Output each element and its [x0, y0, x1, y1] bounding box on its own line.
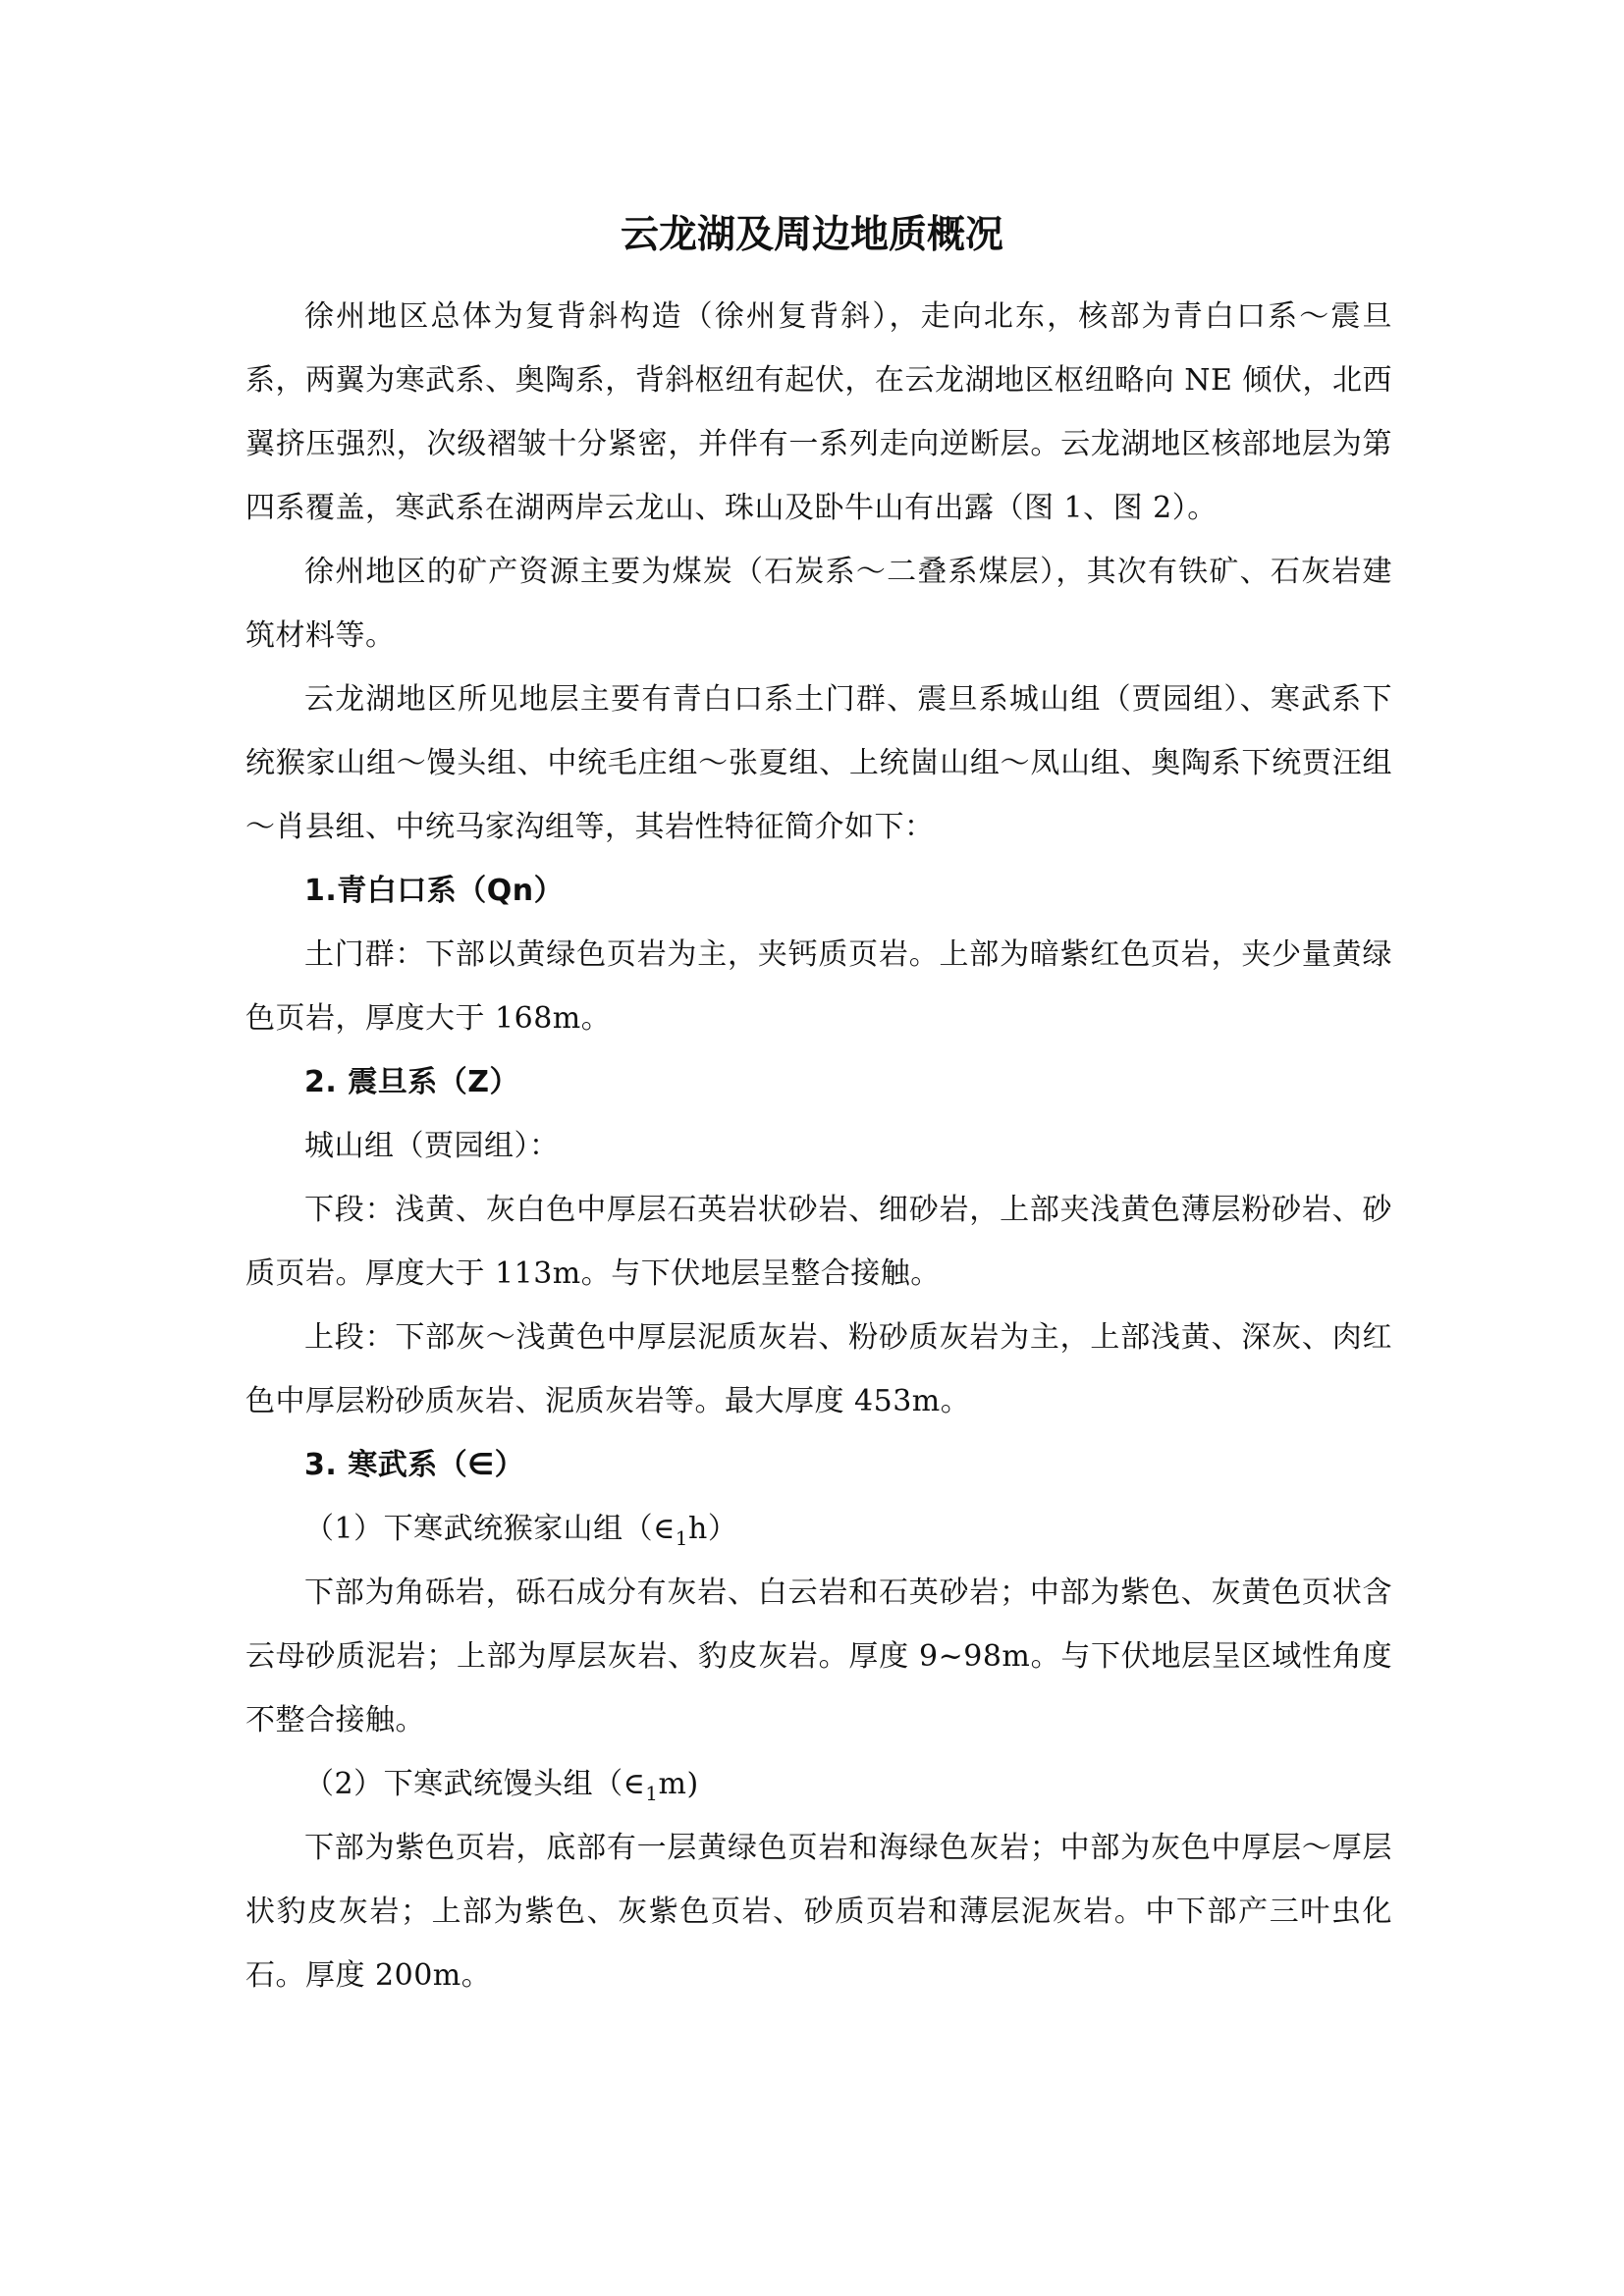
document-body [245, 285, 1392, 2007]
section-heading-qingbaikou: 1.青白口系（Qn） [304, 874, 565, 908]
subsection-heading-houjiashan [245, 1497, 1392, 1561]
paragraph-intro-structure: 徐州地区总体为复背斜构造（徐州复背斜），走向北东，核部为青白口系～震旦系，两翼为寒武系、奥陶系，背斜枢纽有起伏，在云龙湖地区枢纽略向 NE 倾伏，北西翼挤压强烈，次级褶皱十分紧密，并伴有一系列走向逆断层。云龙湖地区核部地层为第四系覆盖，寒武系在湖两岸云龙山、珠山及卧牛山有出露（图 1、图 2）。 [245, 299, 1392, 525]
paragraph-houjiashan: 下部为角砾岩，砾石成分有灰岩、白云岩和石英砂岩；中部为紫色、灰黄色页状含云母砂质泥岩；上部为厚层灰岩、豹皮灰岩。厚度 9~98m。与下伏地层呈区域性角度不整合接触。 [245, 1575, 1392, 1737]
paragraph-mantou: 下部为紫色页岩，底部有一层黄绿色页岩和海绿色灰岩；中部为灰色中厚层～厚层状豹皮灰岩；上部为紫色、灰紫色页岩、砂质页岩和薄层泥灰岩。中下部产三叶虫化石。厚度 200m。 [245, 1831, 1392, 1993]
paragraph-intro-strata: 云龙湖地区所见地层主要有青白口系土门群、震旦系城山组（贾园组）、寒武系下统猴家山组～馒头组、中统毛庄组～张夏组、上统崮山组～凤山组、奥陶系下统贾汪组～肖县组、中统马家沟组等，其岩性特征简介如下： [245, 682, 1392, 844]
section-heading-cambrian: 3. 寒武系（∈） [304, 1448, 525, 1482]
paragraph-tumen-group: 土门群：下部以黄绿色页岩为主，夹钙质页岩。上部为暗紫红色页岩，夹少量黄绿色页岩，厚度大于 168m。 [245, 937, 1392, 1036]
subsection-suffix: m) [658, 1767, 699, 1801]
page-title: 云龙湖及周边地质概况 [620, 213, 1003, 257]
paragraph-intro-minerals: 徐州地区的矿产资源主要为煤炭（石炭系～二叠系煤层），其次有铁矿、石灰岩建筑材料等。 [245, 555, 1392, 653]
subsection-prefix: （2）下寒武统馒头组（∈ [304, 1767, 646, 1801]
subscript: 1 [645, 1782, 659, 1805]
section-heading-sinian: 2. 震旦系（Z） [304, 1065, 519, 1099]
subsection-suffix: h） [688, 1512, 738, 1546]
paragraph-chengshan-lower: 下段：浅黄、灰白色中厚层石英岩状砂岩、细砂岩，上部夹浅黄色薄层粉砂岩、砂质页岩。厚度大于 113m。与下伏地层呈整合接触。 [245, 1193, 1392, 1291]
paragraph-chengshan-intro: 城山组（贾园组）： [304, 1129, 560, 1163]
subsection-prefix: （1）下寒武统猴家山组（∈ [304, 1512, 676, 1546]
subsection-heading-mantou [245, 1752, 1392, 1816]
subscript: 1 [675, 1526, 689, 1550]
paragraph-chengshan-upper: 上段：下部灰～浅黄色中厚层泥质灰岩、粉砂质灰岩为主，上部浅黄、深灰、肉红色中厚层粉砂质灰岩、泥质灰岩等。最大厚度 453m。 [245, 1320, 1392, 1418]
